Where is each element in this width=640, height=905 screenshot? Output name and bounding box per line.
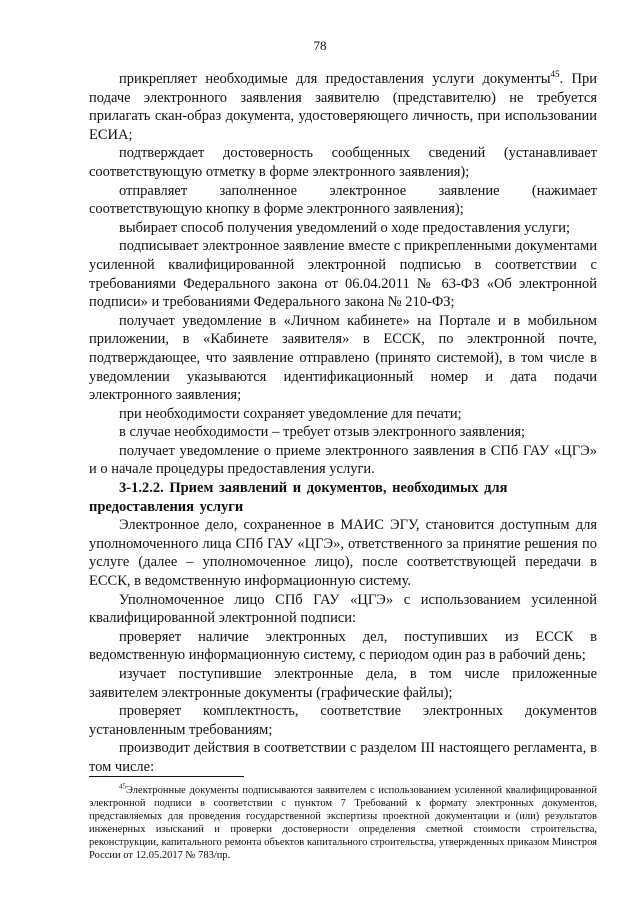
paragraph-send-application: отправляет заполненное электронное заявление (нажимает соответствующую кнопку в форме электронного заявления);	[89, 182, 597, 218]
paragraph-perform-actions: производит действия в соответствии с разделом III настоящего регламента, в том числе:	[89, 740, 597, 775]
paragraph-study-cases: изучает поступившие электронные дела, в том числе приложенные заявителем электронные документы (графические файлы);	[89, 666, 597, 701]
paragraph-check-completeness: проверяет комплектность, соответствие электронных документов установленным требованиям;	[89, 703, 597, 738]
paragraph-choose-notification: выбирает способ получения уведомлений о ходе предоставления услуги;	[119, 219, 571, 236]
paragraph-attach-documents	[89, 70, 597, 144]
paragraph-save-notification: при необходимости сохраняет уведомление для печати;	[119, 405, 462, 422]
paragraph-text: . При подаче электронного заявления заявителю (представителю) не требуется прилагать скан-образ документа, удостоверяющего личность, при использовании ЕСИА;	[89, 71, 598, 143]
paragraph-confirm-accuracy: подтверждает достоверность сообщенных сведений (устанавливает соответствующую отметку в форме электронного заявления);	[89, 145, 597, 180]
paragraph-text: прикрепляет необходимые для предоставления услуги документы	[119, 71, 551, 87]
paragraph-receive-notification: получает уведомление в «Личном кабинете» на Портале и в мобильном приложении, в «Кабинете заявителя» в ЕССК, по электронной почте, подтверждающее, что заявление отправлено (принято системой), в том числе в уведомлении указываются идентификационный номер и дата подачи электронного заявления;	[89, 312, 597, 404]
section-heading: 3-1.2.2. Прием заявлений и документов, необходимых для предоставления услуги	[89, 480, 508, 515]
footnote-number: 45	[119, 782, 126, 791]
paragraph-withdraw-application: в случае необходимости – требует отзыв электронного заявления;	[119, 424, 526, 441]
paragraph-receive-acceptance: получает уведомление о приеме электронного заявления в СПб ГАУ «ЦГЭ» и о начале процедуры предоставления услуги.	[89, 442, 597, 478]
paragraph-check-cases: проверяет наличие электронных дел, поступивших из ЕССК в ведомственную информационную систему, с периодом один раз в рабочий день;	[89, 628, 597, 664]
footnote-body: Электронные документы подписываются заявителем с использованием усиленной квалифицированной электронной подписи в соответствии с пунктом 7 Требований к формату электронных документов, представляемых для проведения государственной экспертизы проектной документации и (или) результатов инженерных изысканий и проверки достоверности определения сметной стоимости строительства, реконструкции, капитального ремонта объектов капитального строительства, утвержденных приказом Минстроя России от 12.05.2017 № 783/пр.	[89, 785, 597, 861]
body-text	[89, 70, 597, 777]
footnote-separator	[89, 776, 244, 777]
paragraph-sign-application: подписывает электронное заявление вместе с прикрепленными документами усиленной квалифицированной электронной подписью в соответствии с требованиями Федерального закона от 06.04.2011 № 63-ФЗ «Об электронной подписи» и требованиями Федерального закона № 210-ФЗ;	[89, 238, 597, 311]
footnote-reference[interactable]: 45	[550, 69, 560, 80]
page-number: 78	[313, 38, 327, 53]
footnote	[89, 784, 597, 862]
paragraph-authorized-person: Уполномоченное лицо СПб ГАУ «ЦГЭ» с использованием усиленной квалифицированной электронной подписи:	[89, 591, 597, 627]
paragraph-electronic-case: Электронное дело, сохраненное в МАИС ЭГУ, становится доступным для уполномоченного лица СПб ГАУ «ЦГЭ», ответственного за принятие решения по услуге (далее – уполномоченное лицо), после соответствующей передачи в ЕССК, в ведомственную информационную систему.	[89, 517, 597, 590]
footnote-text	[89, 784, 597, 862]
